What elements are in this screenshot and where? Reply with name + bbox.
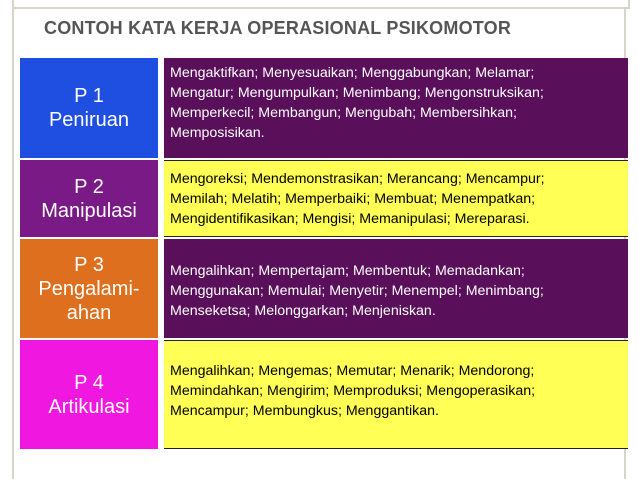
- content-p1-line: Memposisikan.: [170, 125, 265, 141]
- content-p1-line: Memperkecil; Membangun; Mengubah; Membersihkan;: [170, 105, 517, 121]
- row-p3: [20, 239, 628, 338]
- label-p1-name: Peniruan: [48, 109, 130, 131]
- content-p2: [164, 160, 628, 237]
- content-p2-line: Mengidentifikasikan; Mengisi; Memanipulasi; Mereparasi.: [170, 211, 530, 227]
- content-p3: [164, 239, 628, 338]
- content-p1-line: Mengaktifkan; Menyesuaikan; Menggabungkan; Melamar;: [170, 65, 535, 81]
- label-p2-name: Manipulasi: [41, 199, 137, 222]
- label-p1-code: P 1: [74, 85, 104, 107]
- label-p3-name-2: ahan: [66, 301, 112, 324]
- content-p3-line: Menseketsa; Melonggarkan; Menjeniskan.: [170, 303, 436, 319]
- label-p3: [20, 239, 158, 338]
- content-p4-line: Mencampur; Membungkus; Menggantikan.: [170, 403, 439, 419]
- row-p1: [20, 58, 628, 158]
- label-p2-code: P 2: [74, 175, 104, 198]
- label-p3-code: P 3: [74, 253, 104, 276]
- content-p2-line: Memilah; Melatih; Memperbaiki; Membuat; Menempatkan;: [170, 191, 536, 207]
- content-p4: [164, 340, 628, 449]
- content-p4-line: Memindahkan; Mengirim; Memproduksi; Mengoperasikan;: [170, 383, 536, 399]
- label-p4: [20, 340, 158, 449]
- slide-frame-top: [12, 0, 630, 9]
- label-p4-name: Artikulasi: [48, 395, 130, 418]
- content-p3-line: Mengalihkan; Mempertajam; Membentuk; Memadankan;: [170, 263, 525, 279]
- label-p4-code: P 4: [74, 371, 104, 394]
- content-p2-line: Mengoreksi; Mendemonstrasikan; Merancang; Mencampur;: [170, 171, 545, 187]
- content-p1: [164, 58, 628, 158]
- slide-frame-left: [12, 9, 14, 479]
- slide-title: CONTOH KATA KERJA OPERASIONAL PSIKOMOTOR: [44, 18, 512, 38]
- label-p2: [20, 160, 158, 237]
- content-p1-line: Mengatur; Mengumpulkan; Menimbang; Mengonstruksikan;: [170, 85, 544, 101]
- content-p3-line: Menggunakan; Memulai; Menyetir; Menempel; Menimbang;: [170, 283, 544, 299]
- row-p2: [20, 160, 628, 237]
- content-p4-line: Mengalihkan; Mengemas; Memutar; Menarik; Mendorong;: [170, 363, 535, 379]
- label-p1: [20, 58, 158, 158]
- label-p3-name: Pengalami-: [38, 277, 140, 300]
- row-p4: [20, 340, 628, 449]
